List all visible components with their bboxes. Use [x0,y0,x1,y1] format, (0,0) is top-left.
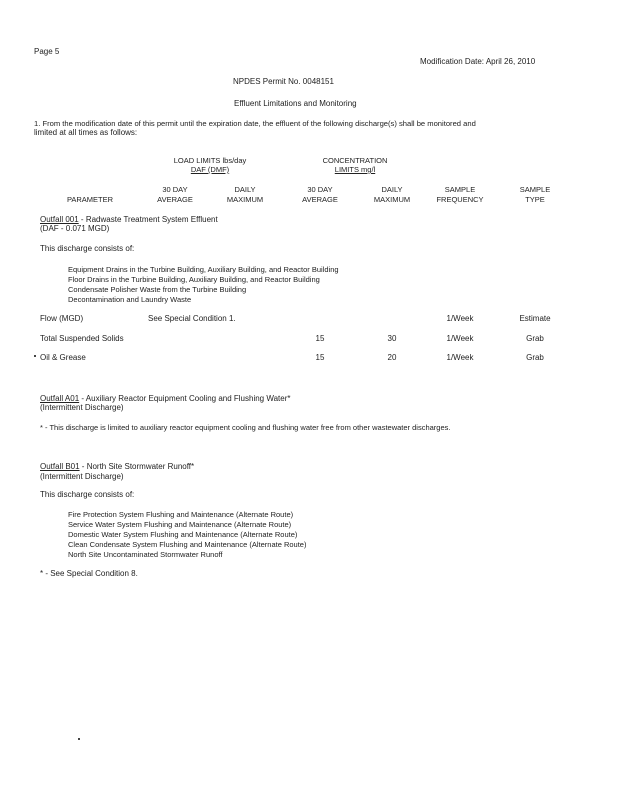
col-parameter: PARAMETER [66,195,114,204]
row-oil-frequency: 1/Week [446,353,474,362]
load-limits-sub: DAF (DMF) [190,165,230,174]
list-item: Domestic Water System Flushing and Maintenance (Alternate Route) [68,530,298,539]
scan-speck [78,738,80,740]
row-tss-type: Grab [526,334,544,343]
col-conc-daily: DAILY MAXIMUM [373,185,411,204]
outfall-b01-consists: This discharge consists of: [40,490,135,499]
row-oil-30day: 15 [315,353,325,362]
concentration-title: CONCENTRATION [322,156,388,165]
outfall-001-subtitle: (DAF - 0.071 MGD) [40,224,110,233]
row-tss-frequency: 1/Week [446,334,474,343]
row-tss-30day: 15 [315,334,325,343]
row-oil-daily: 20 [387,353,397,362]
outfall-a01-title: Outfall A01 - Auxiliary Reactor Equipment Cooling and Flushing Water* [40,394,291,403]
outfall-a01-subtitle: (Intermittent Discharge) [40,403,124,412]
col-load-30day: 30 DAY AVERAGE [157,185,193,204]
section-title: Effluent Limitations and Monitoring [234,99,357,108]
list-item: Clean Condensate System Flushing and Maintenance (Alternate Route) [68,540,307,549]
intro-line-1: 1. From the modification date of this permit until the expiration date, the effluent of the following discharge(s) shall be monitored and [34,119,476,128]
list-item: Equipment Drains in the Turbine Building, Auxiliary Building, and Reactor Building [68,265,339,274]
row-flow-note: See Special Condition 1. [148,314,236,323]
list-item: North Site Uncontaminated Stormwater Runoff [68,550,223,559]
row-flow-frequency: 1/Week [446,314,474,323]
outfall-b01-note: * - See Special Condition 8. [40,569,138,578]
modification-date: Modification Date: April 26, 2010 [420,57,536,66]
row-tss-param: Total Suspended Solids [40,334,124,343]
row-flow-type: Estimate [519,314,551,323]
list-item: Decontamination and Laundry Waste [68,295,192,304]
list-item: Condensate Polisher Waste from the Turbine Building [68,285,247,294]
list-item: Fire Protection System Flushing and Maintenance (Alternate Route) [68,510,294,519]
permit-number: NPDES Permit No. 0048151 [233,77,334,86]
row-tss-daily: 30 [387,334,397,343]
row-oil-type: Grab [526,353,544,362]
outfall-b01-title: Outfall B01 - North Site Stormwater Runoff* [40,462,195,471]
page-number: Page 5 [34,47,60,56]
intro-line-2: limited at all times as follows: [34,128,138,137]
row-flow-param: Flow (MGD) [40,314,84,323]
outfall-001-title: Outfall 001 - Radwaste Treatment System Effluent [40,215,218,224]
list-item: Service Water System Flushing and Maintenance (Alternate Route) [68,520,292,529]
outfall-001-consists: This discharge consists of: [40,244,135,253]
concentration-sub: LIMITS mg/l [334,165,376,174]
outfall-b01-subtitle: (Intermittent Discharge) [40,472,124,481]
scan-speck [34,355,36,357]
col-load-daily: DAILY MAXIMUM [226,185,264,204]
col-sample-type: SAMPLE TYPE [519,185,551,204]
list-item: Floor Drains in the Turbine Building, Auxiliary Building, and Reactor Building [68,275,320,284]
row-oil-param: Oil & Grease [40,353,86,362]
outfall-a01-note: * - This discharge is limited to auxiliary reactor equipment cooling and flushing water free from other wastewater discharges. [40,423,451,432]
col-sample-frequency: SAMPLE FREQUENCY [436,185,484,204]
col-conc-30day: 30 DAY AVERAGE [302,185,338,204]
load-limits-title: LOAD LIMITS lbs/day [173,156,247,165]
